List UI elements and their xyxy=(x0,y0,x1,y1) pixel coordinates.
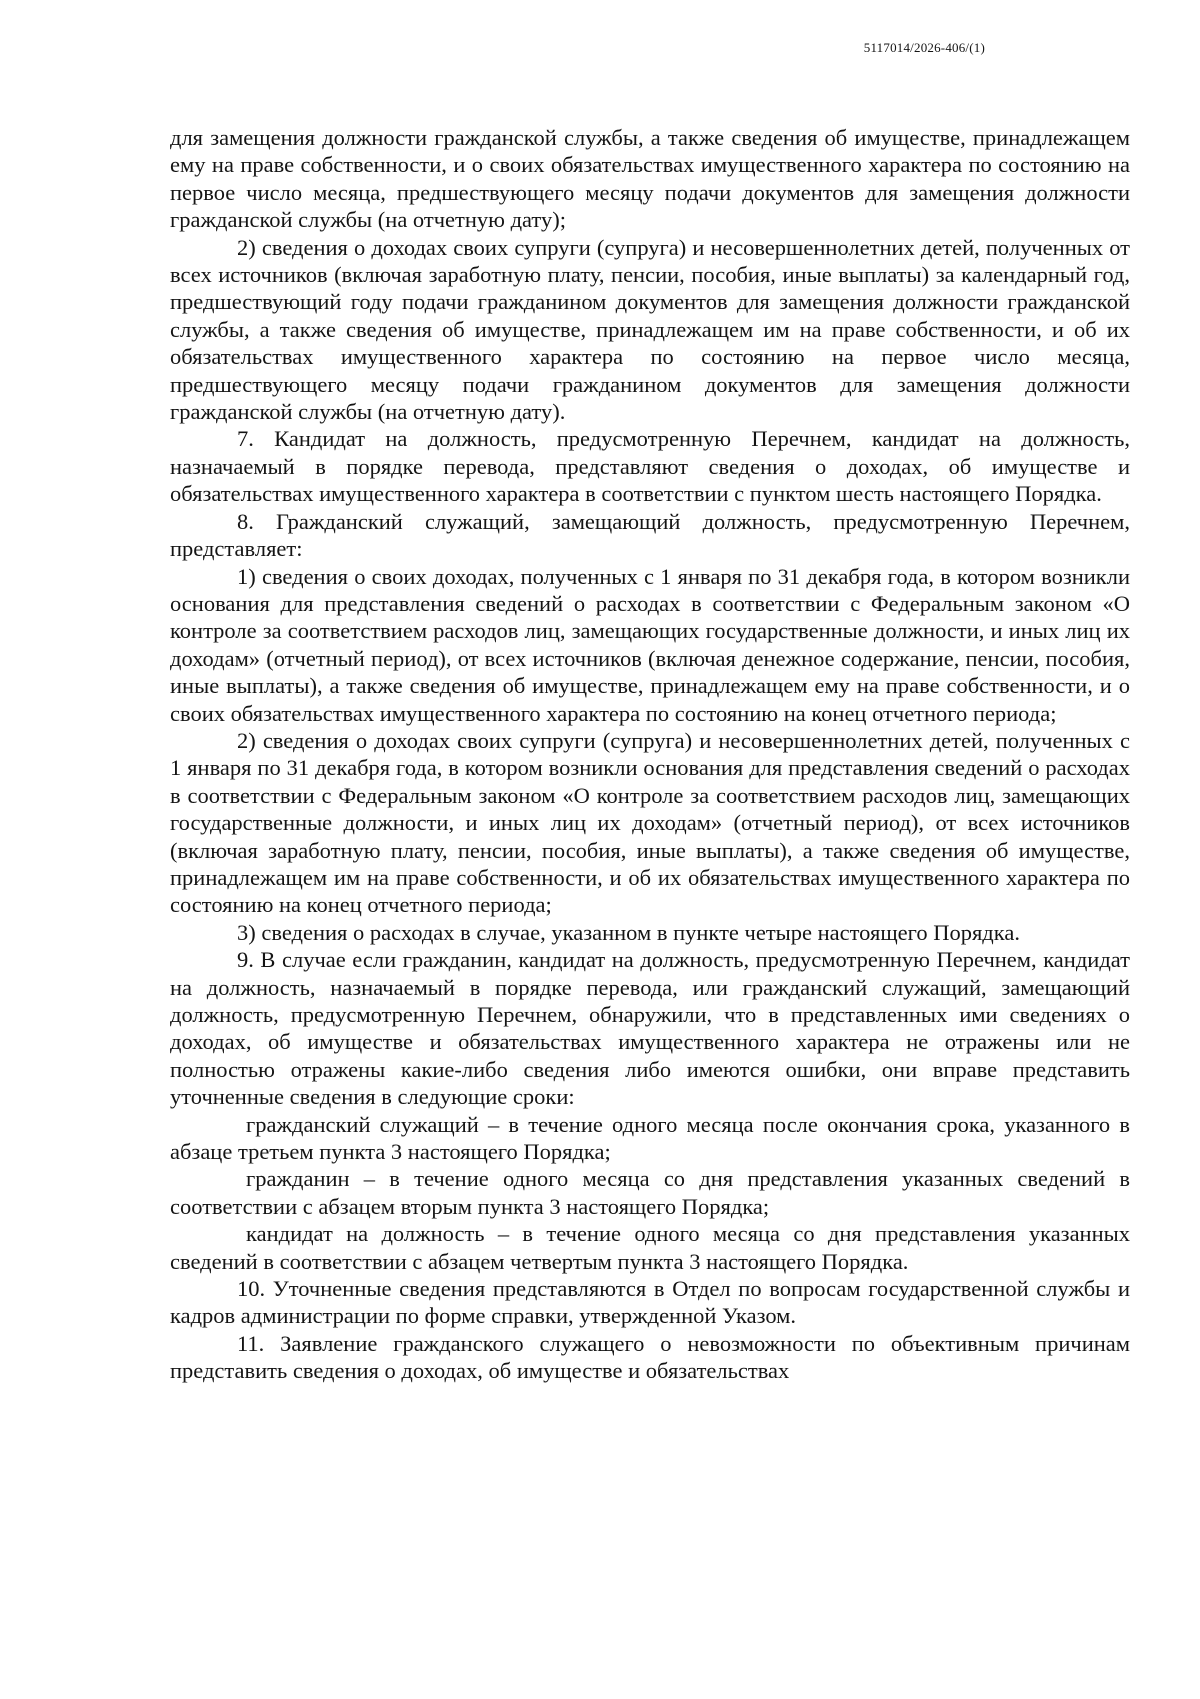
paragraph-11: 11. Заявление гражданского служащего о невозможности по объективным причинам представить сведения о доходах, об имуществе и обязательствах xyxy=(170,1330,1130,1384)
paragraph-6-2: 2) сведения о доходах своих супруги (супруга) и несовершеннолетних детей, полученных от всех источников (включая заработную плату, пенсии, пособия, иные выплаты) за календарный год, предшествующий году подачи гражданином документов для замещения должности гражданской службы, а также сведения об имуществе, принадлежащем им на праве собственности, и об их обязательствах имущественного характера по состоянию на первое число месяца, предшествующего месяцу подачи гражданином документов для замещения должности гражданской службы (на отчетную дату). xyxy=(170,234,1130,425)
paragraph-8: 8. Гражданский служащий, замещающий должность, предусмотренную Перечнем, представляет: xyxy=(170,508,1130,562)
paragraph-9-candidate: кандидат на должность – в течение одного месяца со дня представления указанных сведений в соответствии с абзацем четвертым пункта 3 настоящего Порядка. xyxy=(170,1221,1130,1274)
document-number: 5117014/2026-406/(1) xyxy=(863,40,985,55)
paragraph-7: 7. Кандидат на должность, предусмотренную Перечнем, кандидат на должность, назначаемый в порядке перевода, представляют сведения о доходах, об имуществе и обязательствах имущественного характера в соответствии с пунктом шесть настоящего Порядка. xyxy=(170,426,1130,507)
document-body xyxy=(170,124,1130,1385)
paragraph-8-2: 2) сведения о доходах своих супруги (супруга) и несовершеннолетних детей, полученных с 1 января по 31 декабря года, в котором возникли основания для представления сведений о расходах в соответствии с Федеральным законом «О контроле за соответствием расходов лиц, замещающих государственные должности, и иных лиц их доходам» (отчетный период), от всех источников (включая заработную плату, пенсии, пособия, иные выплаты), а также сведения об имуществе, принадлежащем им на праве собственности, и об их обязательствах имущественного характера по состоянию на конец отчетного периода; xyxy=(170,727,1130,918)
paragraph-9-citizen: гражданин – в течение одного месяца со дня представления указанных сведений в соответствии с абзацем вторым пункта 3 настоящего Порядка; xyxy=(170,1166,1130,1219)
paragraph-continuation: для замещения должности гражданской службы, а также сведения об имуществе, принадлежащем ему на праве собственности, и о своих обязательствах имущественного характера по состоянию на первое число месяца, предшествующего месяцу подачи документов для замещения должности гражданской службы (на отчетную дату); xyxy=(170,125,1130,233)
paragraph-8-1: 1) сведения о своих доходах, полученных с 1 января по 31 декабря года, в котором возникли основания для представления сведений о расходах в соответствии с Федеральным законом «О контроле за соответствием расходов лиц, замещающих государственные должности, и иных лиц их доходам» (отчетный период), от всех источников (включая денежное содержание, пенсии, пособия, иные выплаты), а также сведения об имуществе, принадлежащем ему на праве собственности, и о своих обязательствах имущественного характера по состоянию на конец отчетного периода; xyxy=(170,563,1130,726)
paragraph-9: 9. В случае если гражданин, кандидат на должность, предусмотренную Перечнем, кандидат на должность, назначаемый в порядке перевода, или гражданский служащий, замещающий должность, предусмотренную Перечнем, обнаружили, что в представленных ими сведениях о доходах, об имуществе и обязательствах имущественного характера не отражены или не полностью отражены какие-либо сведения либо имеются ошибки, они вправе представить уточненные сведения в следующие сроки: xyxy=(170,947,1130,1110)
paragraph-10: 10. Уточненные сведения представляются в Отдел по вопросам государственной службы и кадров администрации по форме справки, утвержденной Указом. xyxy=(170,1276,1130,1329)
paragraph-9-civil-servant: гражданский служащий – в течение одного месяца после окончания срока, указанного в абзаце третьем пункта 3 настоящего Порядка; xyxy=(170,1111,1130,1165)
paragraph-8-3: 3) сведения о расходах в случае, указанном в пункте четыре настоящего Порядка. xyxy=(237,919,1020,945)
